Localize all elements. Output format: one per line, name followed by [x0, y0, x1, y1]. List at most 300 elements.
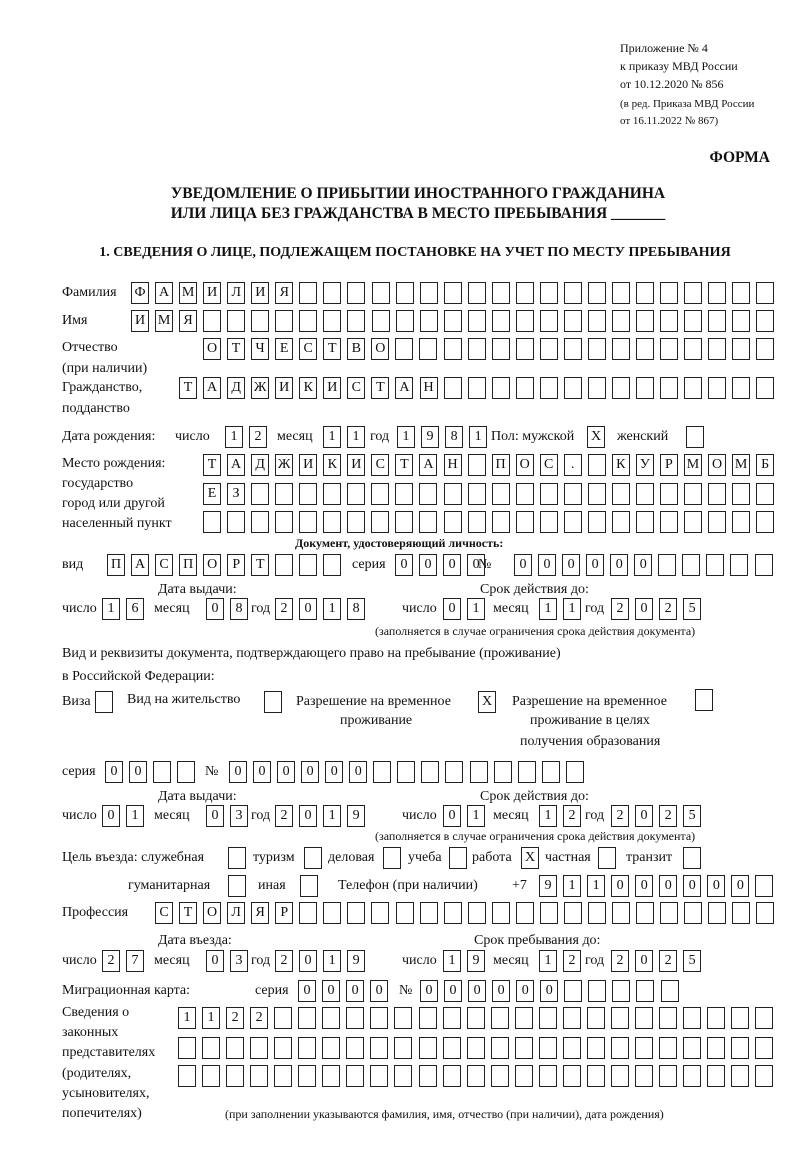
name-cell[interactable] — [636, 310, 654, 332]
birthplace-row1-cell[interactable]: К — [612, 454, 630, 476]
patronymic-cell[interactable] — [468, 338, 486, 360]
reps-row2-cell[interactable] — [226, 1037, 244, 1059]
stay-number-cell[interactable] — [397, 761, 415, 783]
p-tourism-cell[interactable] — [304, 847, 322, 869]
surname-cell[interactable] — [612, 282, 630, 304]
mc-series-cell[interactable]: 0 — [346, 980, 364, 1002]
birthplace-row2-cell[interactable] — [371, 483, 389, 505]
reps-row2-cell[interactable] — [707, 1037, 725, 1059]
reps-row2-cell[interactable] — [467, 1037, 485, 1059]
surname-cell[interactable] — [468, 282, 486, 304]
reps-row1-cell[interactable]: 2 — [226, 1007, 244, 1029]
birthplace-row2-cell[interactable] — [347, 483, 365, 505]
surname-cell[interactable]: И — [203, 282, 221, 304]
birthplace-row3-cell[interactable] — [275, 511, 293, 533]
mc-number-cell[interactable]: 0 — [444, 980, 462, 1002]
id-series-cell[interactable]: 0 — [443, 554, 461, 576]
citizenship-cell[interactable]: Н — [420, 377, 438, 399]
birthplace-row2-cell[interactable] — [540, 483, 558, 505]
stay-number-cell[interactable]: 0 — [325, 761, 343, 783]
reps-row1-cell[interactable] — [370, 1007, 388, 1029]
citizenship-cell[interactable]: Т — [371, 377, 389, 399]
phone-cell[interactable]: 0 — [659, 875, 677, 897]
stay-series-cell[interactable]: 0 — [105, 761, 123, 783]
birth-year-cell[interactable]: 1 — [397, 426, 415, 448]
surname-cell[interactable] — [732, 282, 750, 304]
birthplace-row3-cell[interactable] — [636, 511, 654, 533]
reps-row1-cell[interactable] — [443, 1007, 461, 1029]
mc-series-cell[interactable]: 0 — [298, 980, 316, 1002]
profession-cell[interactable] — [540, 902, 558, 924]
reps-row3-cell[interactable] — [563, 1065, 581, 1087]
reps-row3-cell[interactable] — [298, 1065, 316, 1087]
reps-row3-cell[interactable] — [515, 1065, 533, 1087]
birthplace-row2-cell[interactable] — [299, 483, 317, 505]
reps-row3-cell[interactable] — [394, 1065, 412, 1087]
citizenship-cell[interactable]: С — [347, 377, 365, 399]
birthplace-row1-cell[interactable]: Б — [756, 454, 774, 476]
mc-number-cell[interactable]: 0 — [420, 980, 438, 1002]
birthplace-row2-cell[interactable] — [323, 483, 341, 505]
patronymic-cell[interactable] — [756, 338, 774, 360]
reps-row1-cell[interactable] — [491, 1007, 509, 1029]
birthplace-row2-cell[interactable] — [419, 483, 437, 505]
citizenship-cell[interactable] — [732, 377, 750, 399]
name-cell[interactable] — [444, 310, 462, 332]
reps-row2-cell[interactable] — [587, 1037, 605, 1059]
stay-day-cell[interactable]: 1 — [443, 950, 461, 972]
stay-month-cell[interactable]: 2 — [563, 950, 581, 972]
stay-valid-day-cell[interactable]: 0 — [443, 805, 461, 827]
patronymic-cell[interactable]: Ч — [251, 338, 269, 360]
citizenship-cell[interactable] — [612, 377, 630, 399]
birthplace-row2-cell[interactable] — [516, 483, 534, 505]
reps-row2-cell[interactable] — [274, 1037, 292, 1059]
birth-year-cell[interactable]: 9 — [421, 426, 439, 448]
stay-number-cell[interactable]: 0 — [301, 761, 319, 783]
surname-cell[interactable] — [396, 282, 414, 304]
profession-cell[interactable] — [660, 902, 678, 924]
birthplace-row1-cell[interactable]: О — [516, 454, 534, 476]
birthplace-row3-cell[interactable] — [516, 511, 534, 533]
id-valid-year-cell[interactable]: 0 — [635, 598, 653, 620]
id-issue-day-cell[interactable]: 1 — [102, 598, 120, 620]
id-kind-cell[interactable]: О — [203, 554, 221, 576]
stay-number-cell[interactable]: 0 — [229, 761, 247, 783]
residence-cell[interactable] — [264, 691, 282, 713]
reps-row1-cell[interactable] — [659, 1007, 677, 1029]
phone-cell[interactable]: 0 — [635, 875, 653, 897]
reps-row1-cell[interactable] — [515, 1007, 533, 1029]
patronymic-cell[interactable] — [516, 338, 534, 360]
name-cell[interactable] — [275, 310, 293, 332]
id-issue-year-cell[interactable]: 0 — [299, 598, 317, 620]
profession-cell[interactable] — [299, 902, 317, 924]
birthplace-row2-cell[interactable] — [636, 483, 654, 505]
reps-row1-cell[interactable] — [346, 1007, 364, 1029]
birthplace-row1-cell[interactable]: П — [492, 454, 510, 476]
id-valid-year-cell[interactable]: 2 — [611, 598, 629, 620]
birthplace-row1-cell[interactable]: Д — [251, 454, 269, 476]
reps-row1-cell[interactable] — [298, 1007, 316, 1029]
citizenship-cell[interactable] — [564, 377, 582, 399]
birthplace-row3-cell[interactable] — [419, 511, 437, 533]
patronymic-cell[interactable] — [708, 338, 726, 360]
profession-cell[interactable] — [516, 902, 534, 924]
phone-cell[interactable]: 0 — [611, 875, 629, 897]
surname-cell[interactable] — [444, 282, 462, 304]
id-number-cell[interactable] — [730, 554, 748, 576]
patronymic-cell[interactable]: В — [347, 338, 365, 360]
name-cell[interactable] — [251, 310, 269, 332]
id-issue-day-cell[interactable]: 6 — [126, 598, 144, 620]
patronymic-cell[interactable]: Т — [323, 338, 341, 360]
birthplace-row1-cell[interactable]: . — [564, 454, 582, 476]
profession-cell[interactable] — [444, 902, 462, 924]
id-kind-cell[interactable]: П — [179, 554, 197, 576]
citizenship-cell[interactable] — [684, 377, 702, 399]
surname-cell[interactable]: А — [155, 282, 173, 304]
reps-row1-cell[interactable] — [322, 1007, 340, 1029]
female-cell[interactable] — [686, 426, 704, 448]
id-issue-year-cell[interactable]: 8 — [347, 598, 365, 620]
visa-cell[interactable] — [95, 691, 113, 713]
patronymic-cell[interactable] — [684, 338, 702, 360]
name-cell[interactable]: И — [131, 310, 149, 332]
birthplace-row1-cell[interactable]: Р — [660, 454, 678, 476]
stay-issue-day-cell[interactable]: 0 — [102, 805, 120, 827]
entry-year-cell[interactable]: 0 — [299, 950, 317, 972]
id-series-cell[interactable]: 0 — [467, 554, 485, 576]
mc-series-cell[interactable]: 0 — [322, 980, 340, 1002]
birthplace-row1-cell[interactable]: Н — [444, 454, 462, 476]
surname-cell[interactable] — [564, 282, 582, 304]
id-number-cell[interactable] — [755, 554, 773, 576]
p-study-cell[interactable] — [449, 847, 467, 869]
citizenship-cell[interactable] — [708, 377, 726, 399]
birthplace-row3-cell[interactable] — [395, 511, 413, 533]
birthplace-row3-cell[interactable] — [347, 511, 365, 533]
citizenship-cell[interactable]: К — [299, 377, 317, 399]
mc-number-cell[interactable]: 0 — [492, 980, 510, 1002]
profession-cell[interactable] — [420, 902, 438, 924]
mc-number-cell[interactable] — [661, 980, 679, 1002]
entry-month-cell[interactable]: 3 — [230, 950, 248, 972]
profession-cell[interactable]: Р — [275, 902, 293, 924]
citizenship-cell[interactable]: А — [395, 377, 413, 399]
reps-row1-cell[interactable] — [683, 1007, 701, 1029]
birthplace-row3-cell[interactable] — [492, 511, 510, 533]
profession-cell[interactable] — [564, 902, 582, 924]
birthplace-row3-cell[interactable] — [371, 511, 389, 533]
patronymic-cell[interactable]: Е — [275, 338, 293, 360]
profession-cell[interactable]: О — [203, 902, 221, 924]
reps-row1-cell[interactable] — [539, 1007, 557, 1029]
reps-row2-cell[interactable] — [419, 1037, 437, 1059]
birthplace-row3-cell[interactable] — [564, 511, 582, 533]
reps-row1-cell[interactable] — [611, 1007, 629, 1029]
name-cell[interactable]: М — [155, 310, 173, 332]
profession-cell[interactable] — [756, 902, 774, 924]
citizenship-cell[interactable] — [756, 377, 774, 399]
stay-day-cell[interactable]: 9 — [467, 950, 485, 972]
name-cell[interactable] — [588, 310, 606, 332]
mc-number-cell[interactable]: 0 — [468, 980, 486, 1002]
reps-row2-cell[interactable] — [202, 1037, 220, 1059]
reps-row3-cell[interactable] — [202, 1065, 220, 1087]
reps-row2-cell[interactable] — [683, 1037, 701, 1059]
id-number-cell[interactable] — [682, 554, 700, 576]
citizenship-cell[interactable] — [588, 377, 606, 399]
citizenship-cell[interactable] — [660, 377, 678, 399]
reps-row3-cell[interactable] — [707, 1065, 725, 1087]
id-number-cell[interactable]: 0 — [634, 554, 652, 576]
patronymic-cell[interactable] — [540, 338, 558, 360]
patronymic-cell[interactable] — [444, 338, 462, 360]
citizenship-cell[interactable]: И — [275, 377, 293, 399]
stay-issue-day-cell[interactable]: 1 — [126, 805, 144, 827]
id-kind-cell[interactable]: П — [107, 554, 125, 576]
reps-row2-cell[interactable] — [755, 1037, 773, 1059]
name-cell[interactable] — [564, 310, 582, 332]
birthplace-row3-cell[interactable] — [684, 511, 702, 533]
reps-row1-cell[interactable] — [587, 1007, 605, 1029]
reps-row2-cell[interactable] — [731, 1037, 749, 1059]
birthplace-row3-cell[interactable] — [444, 511, 462, 533]
p-other-cell[interactable] — [300, 875, 318, 897]
reps-row2-cell[interactable] — [611, 1037, 629, 1059]
surname-cell[interactable] — [516, 282, 534, 304]
stay-number-cell[interactable] — [542, 761, 560, 783]
p-humanitarian-cell[interactable] — [228, 875, 246, 897]
profession-cell[interactable] — [684, 902, 702, 924]
reps-row2-cell[interactable] — [346, 1037, 364, 1059]
reps-row2-cell[interactable] — [491, 1037, 509, 1059]
name-cell[interactable]: Я — [179, 310, 197, 332]
reps-row3-cell[interactable] — [731, 1065, 749, 1087]
stay-number-cell[interactable] — [566, 761, 584, 783]
reps-row1-cell[interactable] — [467, 1007, 485, 1029]
id-number-cell[interactable] — [706, 554, 724, 576]
reps-row3-cell[interactable] — [659, 1065, 677, 1087]
patronymic-cell[interactable] — [732, 338, 750, 360]
id-series-cell[interactable]: 0 — [395, 554, 413, 576]
birth-day-cell[interactable]: 2 — [249, 426, 267, 448]
patronymic-cell[interactable]: Т — [227, 338, 245, 360]
citizenship-cell[interactable]: Д — [227, 377, 245, 399]
reps-row1-cell[interactable]: 1 — [202, 1007, 220, 1029]
reps-row3-cell[interactable] — [226, 1065, 244, 1087]
birthplace-row1-cell[interactable] — [588, 454, 606, 476]
patronymic-cell[interactable] — [492, 338, 510, 360]
surname-cell[interactable] — [347, 282, 365, 304]
birthplace-row3-cell[interactable] — [732, 511, 750, 533]
reps-row3-cell[interactable] — [346, 1065, 364, 1087]
reps-row2-cell[interactable] — [178, 1037, 196, 1059]
patronymic-cell[interactable]: О — [371, 338, 389, 360]
id-kind-cell[interactable] — [275, 554, 293, 576]
mc-number-cell[interactable] — [588, 980, 606, 1002]
birthplace-row1-cell[interactable]: У — [636, 454, 654, 476]
birthplace-row3-cell[interactable] — [251, 511, 269, 533]
birthplace-row2-cell[interactable]: Е — [203, 483, 221, 505]
birthplace-row1-cell[interactable]: А — [419, 454, 437, 476]
surname-cell[interactable] — [540, 282, 558, 304]
citizenship-cell[interactable] — [468, 377, 486, 399]
reps-row1-cell[interactable] — [563, 1007, 581, 1029]
patronymic-cell[interactable] — [660, 338, 678, 360]
birthplace-row1-cell[interactable]: Ж — [275, 454, 293, 476]
reps-row3-cell[interactable] — [611, 1065, 629, 1087]
name-cell[interactable] — [347, 310, 365, 332]
phone-cell[interactable]: 1 — [587, 875, 605, 897]
entry-month-cell[interactable]: 0 — [206, 950, 224, 972]
reps-row3-cell[interactable] — [491, 1065, 509, 1087]
stay-series-cell[interactable] — [177, 761, 195, 783]
stay-year-cell[interactable]: 2 — [659, 950, 677, 972]
name-cell[interactable] — [468, 310, 486, 332]
name-cell[interactable] — [612, 310, 630, 332]
birthplace-row3-cell[interactable] — [588, 511, 606, 533]
surname-cell[interactable] — [756, 282, 774, 304]
birthplace-row2-cell[interactable] — [251, 483, 269, 505]
profession-cell[interactable] — [323, 902, 341, 924]
profession-cell[interactable]: Я — [251, 902, 269, 924]
birthplace-row1-cell[interactable] — [468, 454, 486, 476]
name-cell[interactable] — [396, 310, 414, 332]
entry-day-cell[interactable]: 7 — [126, 950, 144, 972]
reps-row3-cell[interactable] — [683, 1065, 701, 1087]
id-kind-cell[interactable]: Р — [227, 554, 245, 576]
birthplace-row3-cell[interactable] — [323, 511, 341, 533]
reps-row2-cell[interactable] — [322, 1037, 340, 1059]
entry-day-cell[interactable]: 2 — [102, 950, 120, 972]
stay-year-cell[interactable]: 5 — [683, 950, 701, 972]
birthplace-row1-cell[interactable]: С — [371, 454, 389, 476]
p-private-cell[interactable] — [598, 847, 616, 869]
name-cell[interactable] — [299, 310, 317, 332]
phone-cell[interactable]: 0 — [683, 875, 701, 897]
reps-row2-cell[interactable] — [515, 1037, 533, 1059]
birthplace-row3-cell[interactable] — [756, 511, 774, 533]
patronymic-cell[interactable] — [612, 338, 630, 360]
reps-row2-cell[interactable] — [659, 1037, 677, 1059]
stay-series-cell[interactable] — [153, 761, 171, 783]
reps-row2-cell[interactable] — [394, 1037, 412, 1059]
mc-number-cell[interactable]: 0 — [540, 980, 558, 1002]
citizenship-cell[interactable] — [492, 377, 510, 399]
name-cell[interactable] — [420, 310, 438, 332]
stay-number-cell[interactable] — [470, 761, 488, 783]
name-cell[interactable] — [732, 310, 750, 332]
surname-cell[interactable] — [660, 282, 678, 304]
name-cell[interactable] — [708, 310, 726, 332]
stay-valid-year-cell[interactable]: 5 — [683, 805, 701, 827]
id-kind-cell[interactable] — [323, 554, 341, 576]
surname-cell[interactable] — [684, 282, 702, 304]
id-valid-day-cell[interactable]: 1 — [467, 598, 485, 620]
surname-cell[interactable] — [636, 282, 654, 304]
stay-issue-month-cell[interactable]: 0 — [206, 805, 224, 827]
stay-number-cell[interactable] — [494, 761, 512, 783]
stay-number-cell[interactable]: 0 — [253, 761, 271, 783]
entry-year-cell[interactable]: 2 — [275, 950, 293, 972]
reps-row1-cell[interactable]: 1 — [178, 1007, 196, 1029]
mc-number-cell[interactable] — [564, 980, 582, 1002]
stay-issue-year-cell[interactable]: 1 — [323, 805, 341, 827]
patronymic-cell[interactable] — [636, 338, 654, 360]
birth-year-cell[interactable]: 1 — [469, 426, 487, 448]
birthplace-row2-cell[interactable] — [588, 483, 606, 505]
reps-row3-cell[interactable] — [635, 1065, 653, 1087]
name-cell[interactable] — [227, 310, 245, 332]
profession-cell[interactable]: С — [155, 902, 173, 924]
patronymic-cell[interactable]: О — [203, 338, 221, 360]
profession-cell[interactable] — [612, 902, 630, 924]
reps-row2-cell[interactable] — [539, 1037, 557, 1059]
citizenship-cell[interactable]: А — [203, 377, 221, 399]
phone-cell[interactable]: 1 — [563, 875, 581, 897]
reps-row1-cell[interactable] — [274, 1007, 292, 1029]
trp-edu-cell[interactable] — [695, 689, 713, 711]
surname-cell[interactable] — [708, 282, 726, 304]
birthplace-row2-cell[interactable] — [756, 483, 774, 505]
id-kind-cell[interactable] — [299, 554, 317, 576]
id-number-cell[interactable]: 0 — [562, 554, 580, 576]
stay-issue-year-cell[interactable]: 9 — [347, 805, 365, 827]
profession-cell[interactable] — [732, 902, 750, 924]
surname-cell[interactable]: Ф — [131, 282, 149, 304]
male-cell[interactable]: X — [587, 426, 605, 448]
birth-year-cell[interactable]: 8 — [445, 426, 463, 448]
id-number-cell[interactable] — [658, 554, 676, 576]
stay-issue-year-cell[interactable]: 2 — [275, 805, 293, 827]
stay-month-cell[interactable]: 1 — [539, 950, 557, 972]
stay-series-cell[interactable]: 0 — [129, 761, 147, 783]
id-number-cell[interactable]: 0 — [514, 554, 532, 576]
patronymic-cell[interactable] — [588, 338, 606, 360]
mc-number-cell[interactable] — [612, 980, 630, 1002]
birthplace-row2-cell[interactable] — [612, 483, 630, 505]
name-cell[interactable] — [323, 310, 341, 332]
profession-cell[interactable] — [347, 902, 365, 924]
birthplace-row2-cell[interactable] — [468, 483, 486, 505]
birthplace-row2-cell[interactable] — [684, 483, 702, 505]
citizenship-cell[interactable]: И — [323, 377, 341, 399]
mc-series-cell[interactable]: 0 — [370, 980, 388, 1002]
surname-cell[interactable] — [323, 282, 341, 304]
p-business-cell[interactable] — [383, 847, 401, 869]
stay-valid-day-cell[interactable]: 1 — [467, 805, 485, 827]
patronymic-cell[interactable]: С — [299, 338, 317, 360]
birthplace-row1-cell[interactable]: С — [540, 454, 558, 476]
birthplace-row3-cell[interactable] — [540, 511, 558, 533]
birthplace-row1-cell[interactable]: М — [684, 454, 702, 476]
surname-cell[interactable] — [372, 282, 390, 304]
stay-number-cell[interactable]: 0 — [349, 761, 367, 783]
id-valid-year-cell[interactable]: 5 — [683, 598, 701, 620]
reps-row1-cell[interactable] — [731, 1007, 749, 1029]
birthplace-row2-cell[interactable]: З — [227, 483, 245, 505]
profession-cell[interactable]: Т — [179, 902, 197, 924]
p-service-cell[interactable] — [228, 847, 246, 869]
id-valid-month-cell[interactable]: 1 — [563, 598, 581, 620]
phone-cell[interactable]: 0 — [707, 875, 725, 897]
id-valid-day-cell[interactable]: 0 — [443, 598, 461, 620]
patronymic-cell[interactable] — [564, 338, 582, 360]
profession-cell[interactable] — [492, 902, 510, 924]
reps-row2-cell[interactable] — [563, 1037, 581, 1059]
